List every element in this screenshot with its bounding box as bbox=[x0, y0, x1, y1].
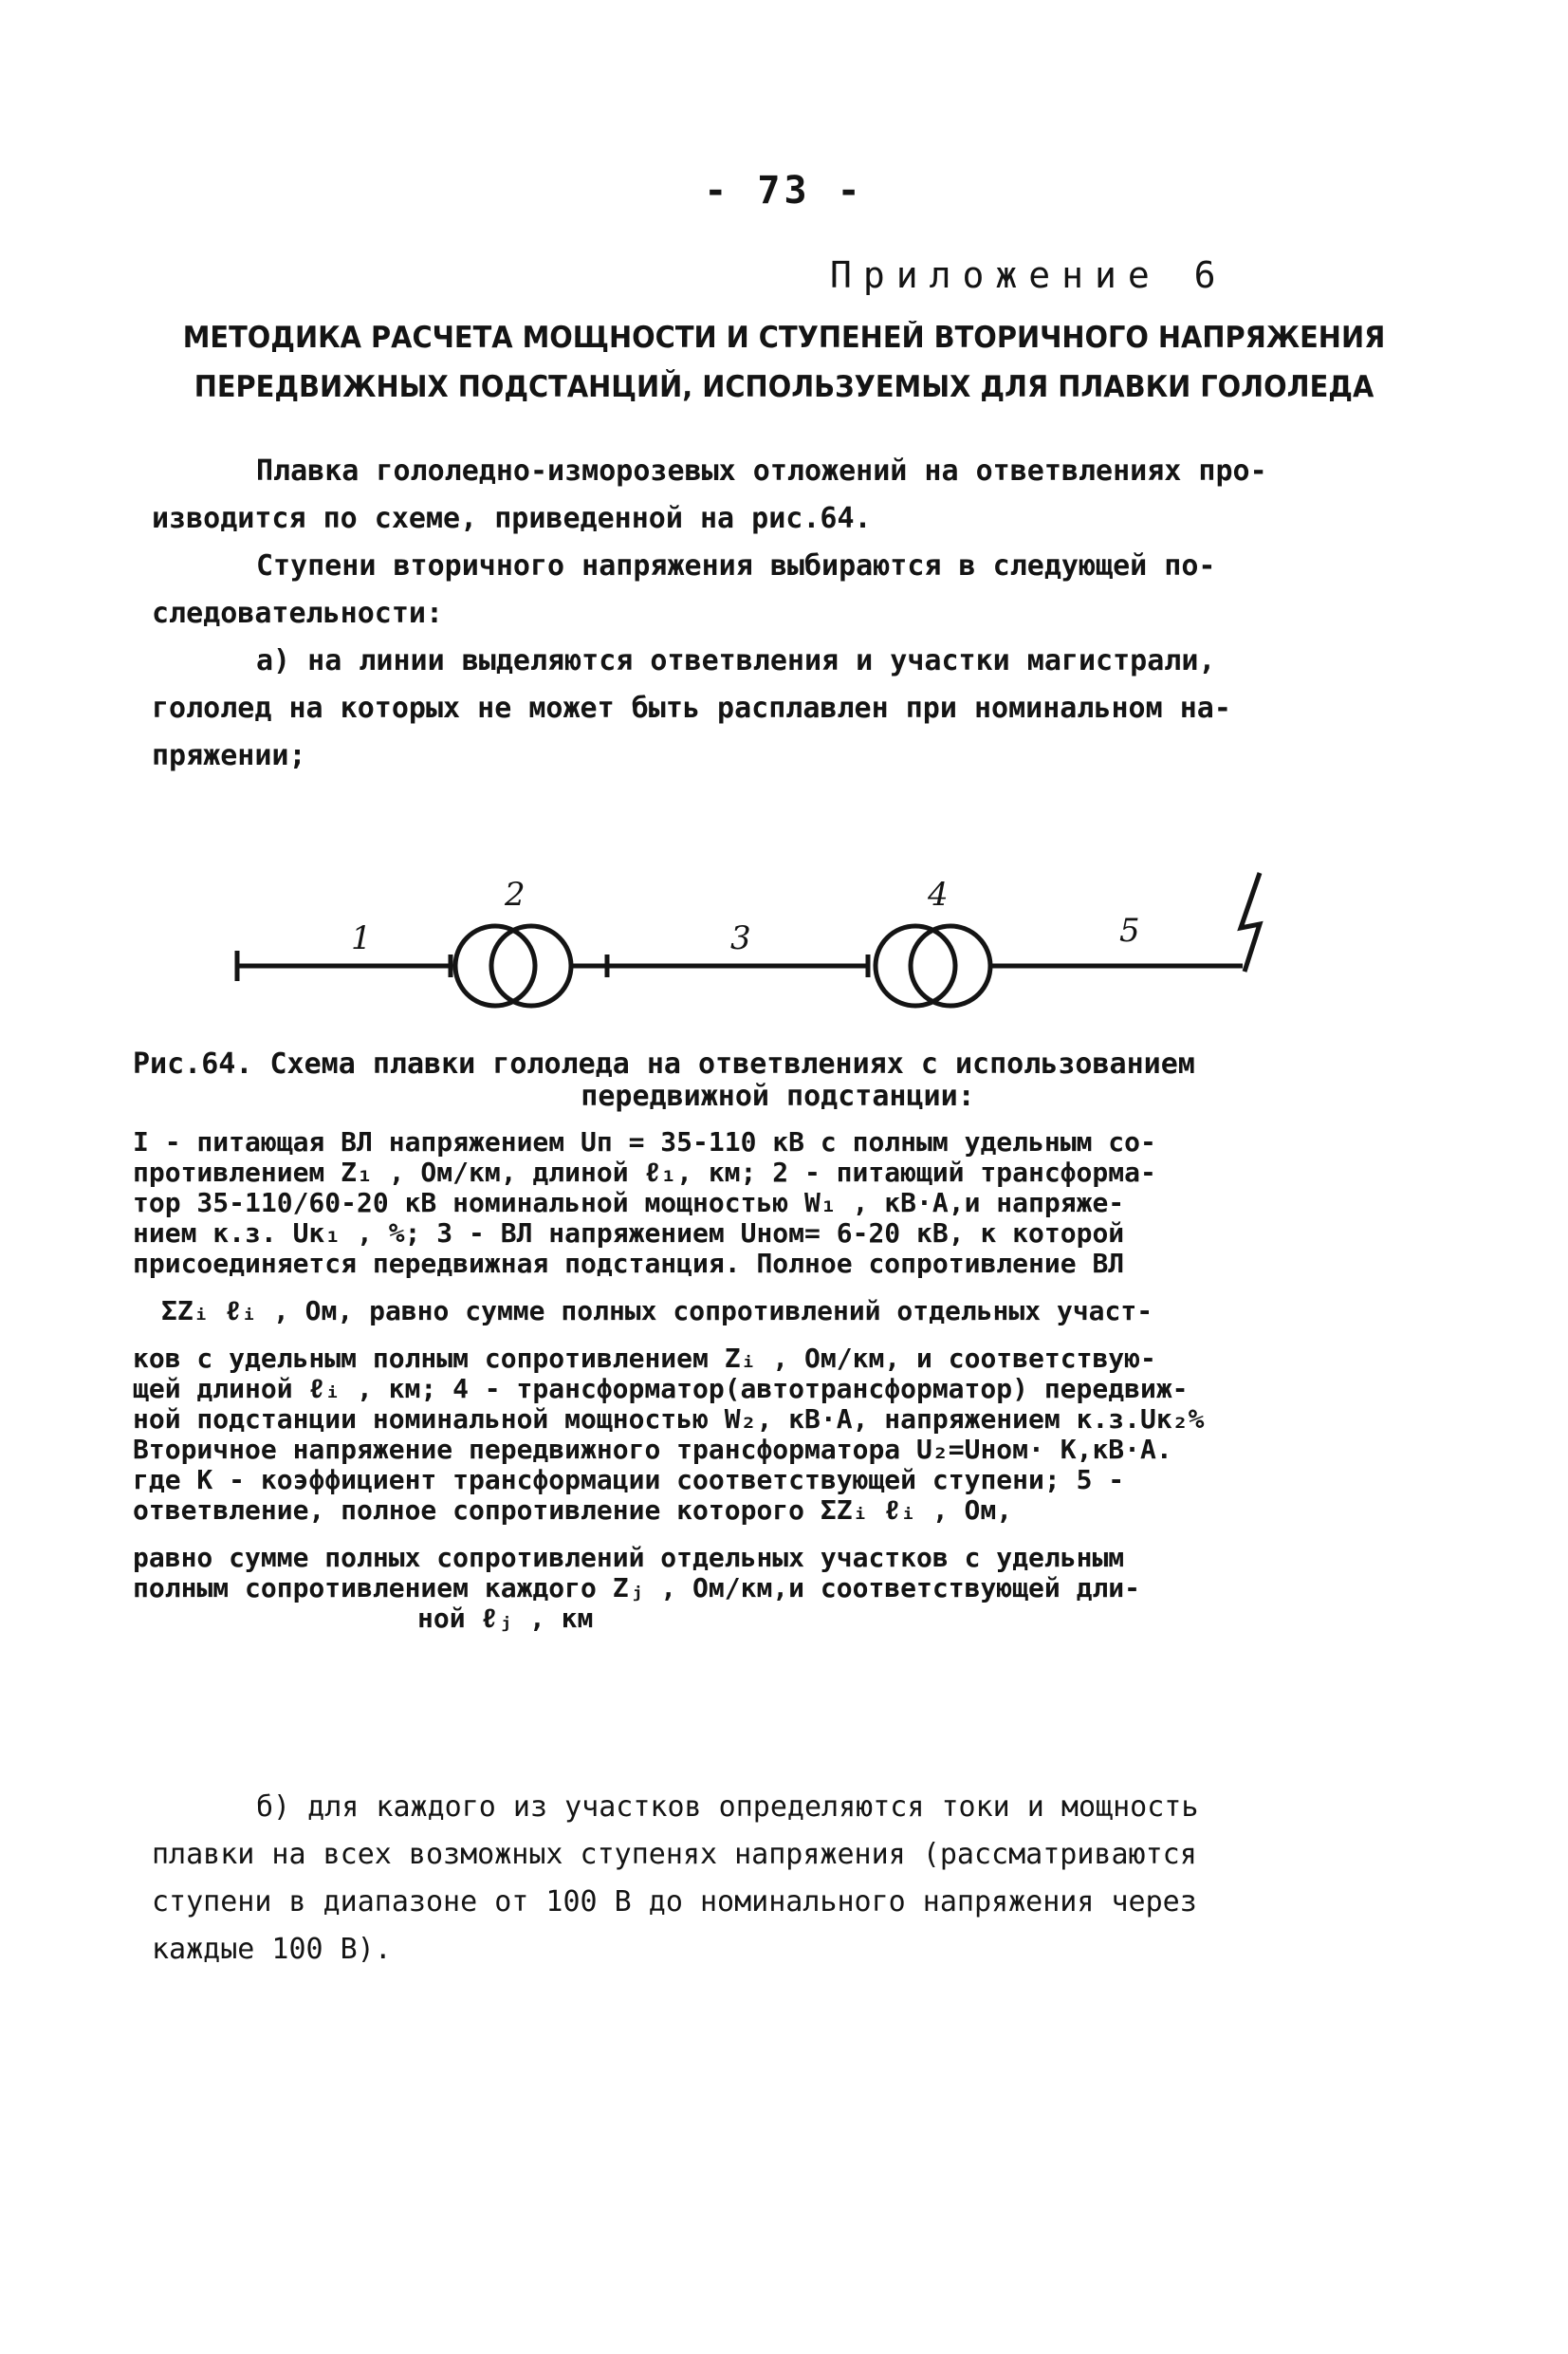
legend-line: где K - коэффициент трансформации соответствующей ступени; 5 - bbox=[133, 1464, 1125, 1495]
circuit-diagram bbox=[218, 854, 1309, 1025]
legend-line: тор 35-110/60-20 кВ номинальной мощностью W₁ , кВ·А,и напряже- bbox=[133, 1187, 1125, 1218]
transformer-2-winding-b bbox=[491, 926, 571, 1006]
fault-icon bbox=[1241, 873, 1260, 972]
legend-line: щей длиной ℓᵢ , км; 4 - трансформатор(автотрансформатор) передвиж- bbox=[133, 1373, 1189, 1404]
appendix-label: Приложение 6 bbox=[830, 254, 1227, 296]
paragraph-item-b bbox=[152, 1784, 1385, 1974]
paragraph-line: изводится по схеме, приведенной на рис.64. bbox=[152, 502, 872, 535]
paragraph-line: а) на линии выделяются ответвления и участки магистрали, bbox=[256, 644, 1216, 677]
legend-line: ной подстанции номинальной мощностью W₂, кВ·А, напряжением к.з.Uк₂% bbox=[133, 1403, 1205, 1435]
diagram-label-5: 5 bbox=[1119, 912, 1140, 950]
paragraph-steps bbox=[152, 543, 1385, 638]
transformer-4-winding-a bbox=[876, 926, 955, 1006]
legend-line: ΣZᵢ ℓᵢ , Ом, равно сумме полных сопротивлений отдельных участ- bbox=[161, 1295, 1153, 1326]
paragraph-line: каждые 100 В). bbox=[152, 1933, 392, 1966]
legend-line: ной ℓⱼ , км bbox=[417, 1603, 594, 1634]
legend-line: I - питающая ВЛ напряжением Uп = 35-110 кВ с полным удельным со- bbox=[133, 1126, 1156, 1158]
transformer-2-winding-a bbox=[455, 926, 535, 1006]
legend-line: противлением Z₁ , Ом/км, длиной ℓ₁, км; 2 - питающий трансформа- bbox=[133, 1157, 1156, 1188]
paragraph-item-a bbox=[152, 638, 1385, 780]
title-line-1: МЕТОДИКА РАСЧЕТА МОЩНОСТИ И СТУПЕНЕЙ ВТОРИЧНОГО НАПРЯЖЕНИЯ bbox=[182, 321, 1386, 355]
section-title bbox=[55, 313, 1513, 412]
diagram-label-3: 3 bbox=[730, 919, 751, 957]
legend-line: нием к.з. Uк₁ , %; 3 - ВЛ напряжением Uном= 6-20 кВ, к которой bbox=[133, 1217, 1125, 1249]
legend-line: Вторичное напряжение передвижного трансформатора U₂=Uном· K,кВ·А. bbox=[133, 1434, 1172, 1465]
caption-line-2: передвижной подстанции: bbox=[581, 1080, 975, 1113]
figure-legend bbox=[133, 1127, 1404, 1634]
paragraph-line: Ступени вторичного напряжения выбираются в следующей по- bbox=[256, 549, 1216, 583]
paragraph-line: Плавка гололедно-изморозевых отложений на ответвлениях про- bbox=[256, 454, 1267, 488]
paragraph-line: следовательности: bbox=[152, 597, 444, 630]
legend-line: ков с удельным полным сопротивлением Zᵢ , Ом/км, и соответствую- bbox=[133, 1343, 1156, 1374]
page-number: - 73 - bbox=[704, 169, 864, 213]
caption-line-1: Рис.64. Схема плавки гололеда на ответвлениях с использованием bbox=[133, 1047, 1195, 1081]
legend-line: присоединяется передвижная подстанция. Полное сопротивление ВЛ bbox=[133, 1248, 1125, 1279]
paragraph-intro bbox=[152, 448, 1385, 543]
paragraph-line: гололед на которых не может быть расплавлен при номинальном на- bbox=[152, 692, 1231, 725]
transformer-4-winding-b bbox=[911, 926, 990, 1006]
diagram-label-2: 2 bbox=[505, 876, 526, 914]
legend-line: равно сумме полных сопротивлений отдельных участков с удельным bbox=[133, 1542, 1125, 1573]
paragraph-line: ступени в диапазоне от 100 В до номинального напряжения через bbox=[152, 1885, 1197, 1918]
figure-caption bbox=[133, 1048, 1423, 1113]
title-line-2: ПЕРЕДВИЖНЫХ ПОДСТАНЦИЙ, ИСПОЛЬЗУЕМЫХ ДЛЯ ПЛАВКИ ГОЛОЛЕДА bbox=[194, 370, 1374, 404]
legend-line: ответвление, полное сопротивление которого ΣZᵢ ℓᵢ , Ом, bbox=[133, 1494, 1013, 1526]
paragraph-line: пряжении; bbox=[152, 739, 306, 772]
paragraph-line: б) для каждого из участков определяются токи и мощность bbox=[256, 1790, 1199, 1824]
paragraph-line: плавки на всех возможных ступенях напряжения (рассматриваются bbox=[152, 1838, 1197, 1871]
diagram-label-1: 1 bbox=[351, 919, 372, 957]
diagram-label-4: 4 bbox=[928, 876, 949, 914]
legend-line: полным сопротивлением каждого Zⱼ , Ом/км,и соответствующей дли- bbox=[133, 1572, 1141, 1603]
